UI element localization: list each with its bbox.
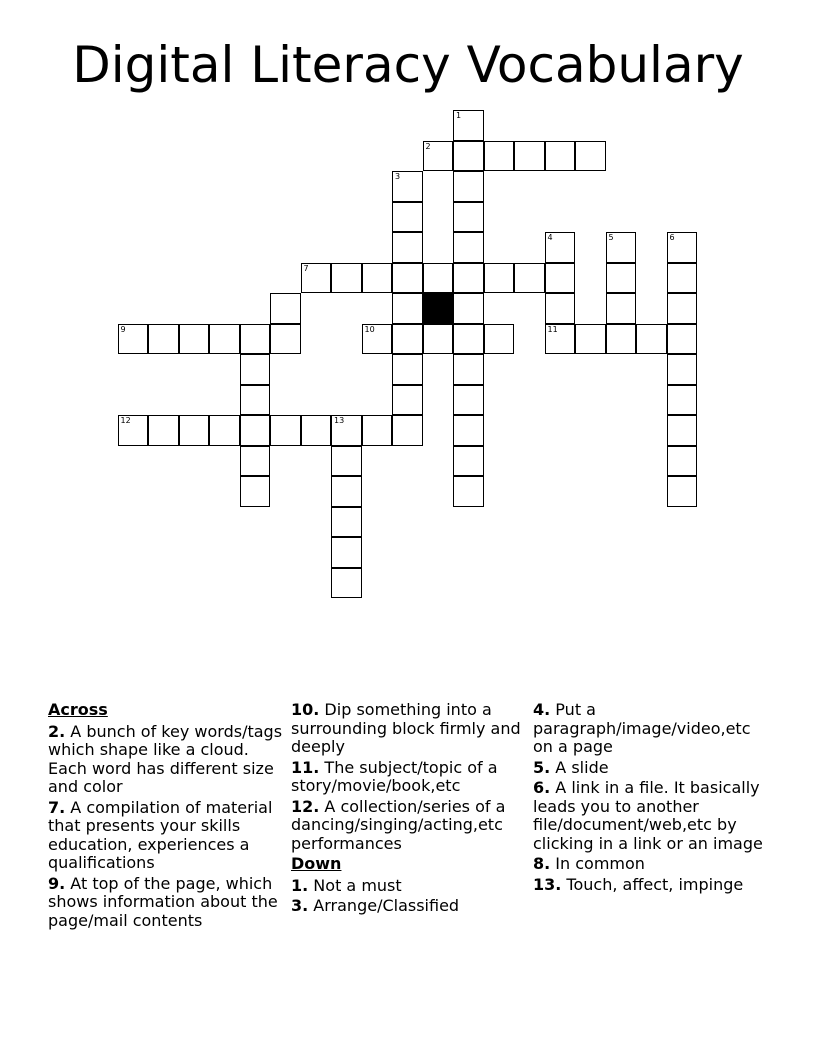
clue-item bbox=[48, 875, 284, 931]
clue-number: 10 bbox=[364, 324, 375, 334]
clue-item bbox=[291, 798, 521, 854]
grid-cell[interactable] bbox=[636, 324, 667, 355]
grid-cell[interactable] bbox=[667, 232, 698, 263]
clue-item-number: 5. bbox=[533, 757, 551, 777]
clue-item bbox=[291, 759, 521, 796]
clue-item-text: A slide bbox=[550, 757, 609, 777]
clue-item bbox=[48, 723, 284, 797]
clue-item bbox=[533, 779, 769, 853]
clue-item-number: 4. bbox=[533, 700, 551, 719]
grid-cell[interactable] bbox=[392, 293, 423, 324]
clue-item-number: 3. bbox=[291, 896, 309, 915]
grid-cell[interactable] bbox=[606, 324, 637, 355]
clue-item-text: The subject/topic of a story/movie/book,etc bbox=[291, 757, 498, 795]
clue-item bbox=[533, 701, 769, 757]
clue-item bbox=[533, 759, 769, 778]
grid-cell[interactable] bbox=[575, 324, 606, 355]
grid-cell[interactable] bbox=[453, 415, 484, 446]
clue-number: 6 bbox=[669, 233, 675, 242]
grid-cell[interactable] bbox=[545, 232, 576, 263]
grid-cell[interactable] bbox=[179, 415, 210, 446]
clues-column-2 bbox=[291, 701, 521, 918]
grid-cell[interactable] bbox=[362, 263, 393, 294]
grid-cell[interactable] bbox=[606, 263, 637, 294]
grid-cell[interactable] bbox=[301, 263, 332, 294]
grid-cell[interactable] bbox=[667, 385, 698, 416]
grid-cell[interactable] bbox=[392, 385, 423, 416]
clue-item bbox=[533, 876, 769, 895]
grid-cell[interactable] bbox=[667, 446, 698, 477]
grid-cell[interactable] bbox=[545, 263, 576, 294]
grid-cell[interactable] bbox=[331, 263, 362, 294]
grid-cell[interactable] bbox=[209, 324, 240, 355]
clue-item-text: A bunch of key words/tags which shape like a cloud. Each word has different size and color bbox=[48, 721, 283, 796]
clue-number: 12 bbox=[120, 416, 131, 425]
across-clue-list-continued bbox=[291, 701, 521, 853]
clue-item-number: 9. bbox=[48, 873, 66, 893]
grid-cell[interactable] bbox=[331, 507, 362, 538]
clue-item-number: 2. bbox=[48, 721, 66, 741]
grid-cell[interactable] bbox=[453, 293, 484, 324]
clue-item-text: Not a must bbox=[308, 875, 402, 895]
clue-number: 11 bbox=[547, 324, 558, 334]
grid-cell[interactable] bbox=[606, 232, 637, 263]
grid-cell[interactable] bbox=[270, 293, 301, 324]
grid-cell[interactable] bbox=[453, 110, 484, 141]
grid-cell[interactable] bbox=[667, 354, 698, 385]
grid-cell[interactable] bbox=[148, 415, 179, 446]
clue-number: 7 bbox=[303, 263, 309, 273]
clue-number: 4 bbox=[547, 233, 553, 242]
grid-cell[interactable] bbox=[667, 324, 698, 355]
grid-cell[interactable] bbox=[362, 324, 393, 355]
grid-cell[interactable] bbox=[667, 263, 698, 294]
grid-cell[interactable] bbox=[545, 324, 576, 355]
grid-cell[interactable] bbox=[301, 415, 332, 446]
down-clue-list-continued bbox=[533, 701, 769, 894]
clues-column-1 bbox=[48, 701, 284, 932]
clue-item-number: 10. bbox=[291, 700, 320, 719]
grid-cell[interactable] bbox=[179, 324, 210, 355]
clues-column-3 bbox=[533, 701, 769, 896]
clue-item-text: A link in a file. It basically leads you to another file/document/web,etc by clicking in a link or an image bbox=[533, 778, 763, 853]
clue-number: 9 bbox=[120, 324, 126, 334]
clue-item-number: 12. bbox=[291, 796, 320, 816]
grid-cell[interactable] bbox=[392, 232, 423, 263]
grid-cell[interactable] bbox=[209, 415, 240, 446]
black-cell bbox=[423, 293, 454, 324]
grid-cell[interactable] bbox=[545, 141, 576, 172]
grid-cell[interactable] bbox=[240, 385, 271, 416]
clue-item-number: 6. bbox=[533, 778, 551, 797]
grid-cell[interactable] bbox=[453, 354, 484, 385]
grid-cell[interactable] bbox=[514, 141, 545, 172]
grid-cell[interactable] bbox=[423, 141, 454, 172]
grid-cell[interactable] bbox=[453, 446, 484, 477]
grid-cell[interactable] bbox=[545, 293, 576, 324]
clue-item bbox=[48, 799, 284, 873]
clue-item bbox=[291, 701, 521, 757]
grid-cell[interactable] bbox=[240, 415, 271, 446]
grid-cell[interactable] bbox=[392, 324, 423, 355]
grid-cell[interactable] bbox=[453, 171, 484, 202]
grid-cell[interactable] bbox=[331, 415, 362, 446]
clue-item-text: Put a paragraph/image/video,etc on a page bbox=[533, 700, 751, 756]
clue-number: 5 bbox=[608, 233, 614, 242]
clue-item bbox=[291, 877, 521, 896]
down-clue-list bbox=[291, 877, 521, 916]
grid-cell[interactable] bbox=[331, 568, 362, 599]
grid-cell[interactable] bbox=[453, 385, 484, 416]
clue-item-number: 1. bbox=[291, 875, 309, 895]
grid-cell[interactable] bbox=[331, 476, 362, 507]
grid-cell[interactable] bbox=[484, 263, 515, 294]
clue-item-text: At top of the page, which shows information about the page/mail contents bbox=[48, 873, 278, 930]
grid-cell[interactable] bbox=[392, 263, 423, 294]
grid-cell[interactable] bbox=[423, 324, 454, 355]
grid-cell[interactable] bbox=[331, 537, 362, 568]
grid-cell[interactable] bbox=[575, 141, 606, 172]
grid-cell[interactable] bbox=[392, 354, 423, 385]
grid-cell[interactable] bbox=[118, 415, 149, 446]
grid-cell[interactable] bbox=[240, 354, 271, 385]
grid-cell[interactable] bbox=[453, 202, 484, 233]
grid-cell[interactable] bbox=[270, 415, 301, 446]
clue-item-number: 11. bbox=[291, 757, 320, 777]
clue-item-text: Arrange/Classified bbox=[308, 896, 460, 915]
grid-cell[interactable] bbox=[453, 232, 484, 263]
clue-item bbox=[291, 897, 521, 916]
grid-cell[interactable] bbox=[240, 446, 271, 477]
grid-cell[interactable] bbox=[392, 202, 423, 233]
grid-cell[interactable] bbox=[453, 324, 484, 355]
grid-cell[interactable] bbox=[240, 324, 271, 355]
clue-item-text: A compilation of material that presents your skills education, experiences a qualifications bbox=[48, 797, 273, 872]
grid-cell[interactable] bbox=[667, 476, 698, 507]
grid-cell[interactable] bbox=[331, 446, 362, 477]
clue-number: 1 bbox=[456, 111, 462, 120]
grid-cell[interactable] bbox=[453, 141, 484, 172]
grid-cell[interactable] bbox=[453, 476, 484, 507]
clue-item-number: 13. bbox=[533, 874, 562, 894]
clue-item-text: Dip something into a surrounding block firmly and deeply bbox=[291, 700, 521, 756]
grid-cell[interactable] bbox=[362, 415, 393, 446]
grid-cell[interactable] bbox=[392, 415, 423, 446]
grid-cell[interactable] bbox=[453, 263, 484, 294]
across-clue-list bbox=[48, 723, 284, 931]
grid-cell[interactable] bbox=[423, 263, 454, 294]
clue-item-text: Touch, affect, impinge bbox=[561, 874, 744, 894]
clue-item-number: 8. bbox=[533, 854, 551, 873]
grid-cell[interactable] bbox=[606, 293, 637, 324]
across-header: Across bbox=[48, 700, 108, 719]
clue-number: 3 bbox=[395, 172, 401, 181]
clue-item-number: 7. bbox=[48, 797, 66, 817]
grid-cell[interactable] bbox=[270, 324, 301, 355]
grid-cell[interactable] bbox=[484, 324, 515, 355]
page-title: Digital Literacy Vocabulary bbox=[72, 36, 744, 94]
down-header: Down bbox=[291, 854, 342, 873]
grid-cell[interactable] bbox=[118, 324, 149, 355]
grid-cell[interactable] bbox=[514, 263, 545, 294]
grid-cell[interactable] bbox=[392, 171, 423, 202]
grid-cell[interactable] bbox=[484, 141, 515, 172]
grid-cell[interactable] bbox=[667, 293, 698, 324]
grid-cell[interactable] bbox=[240, 476, 271, 507]
clue-item-text: In common bbox=[550, 854, 645, 873]
clue-number: 2 bbox=[425, 141, 431, 151]
grid-cell[interactable] bbox=[667, 415, 698, 446]
grid-cell[interactable] bbox=[148, 324, 179, 355]
clue-item bbox=[533, 855, 769, 874]
clue-number: 13 bbox=[334, 416, 345, 425]
clue-item-text: A collection/series of a dancing/singing/acting,etc performances bbox=[291, 796, 506, 853]
